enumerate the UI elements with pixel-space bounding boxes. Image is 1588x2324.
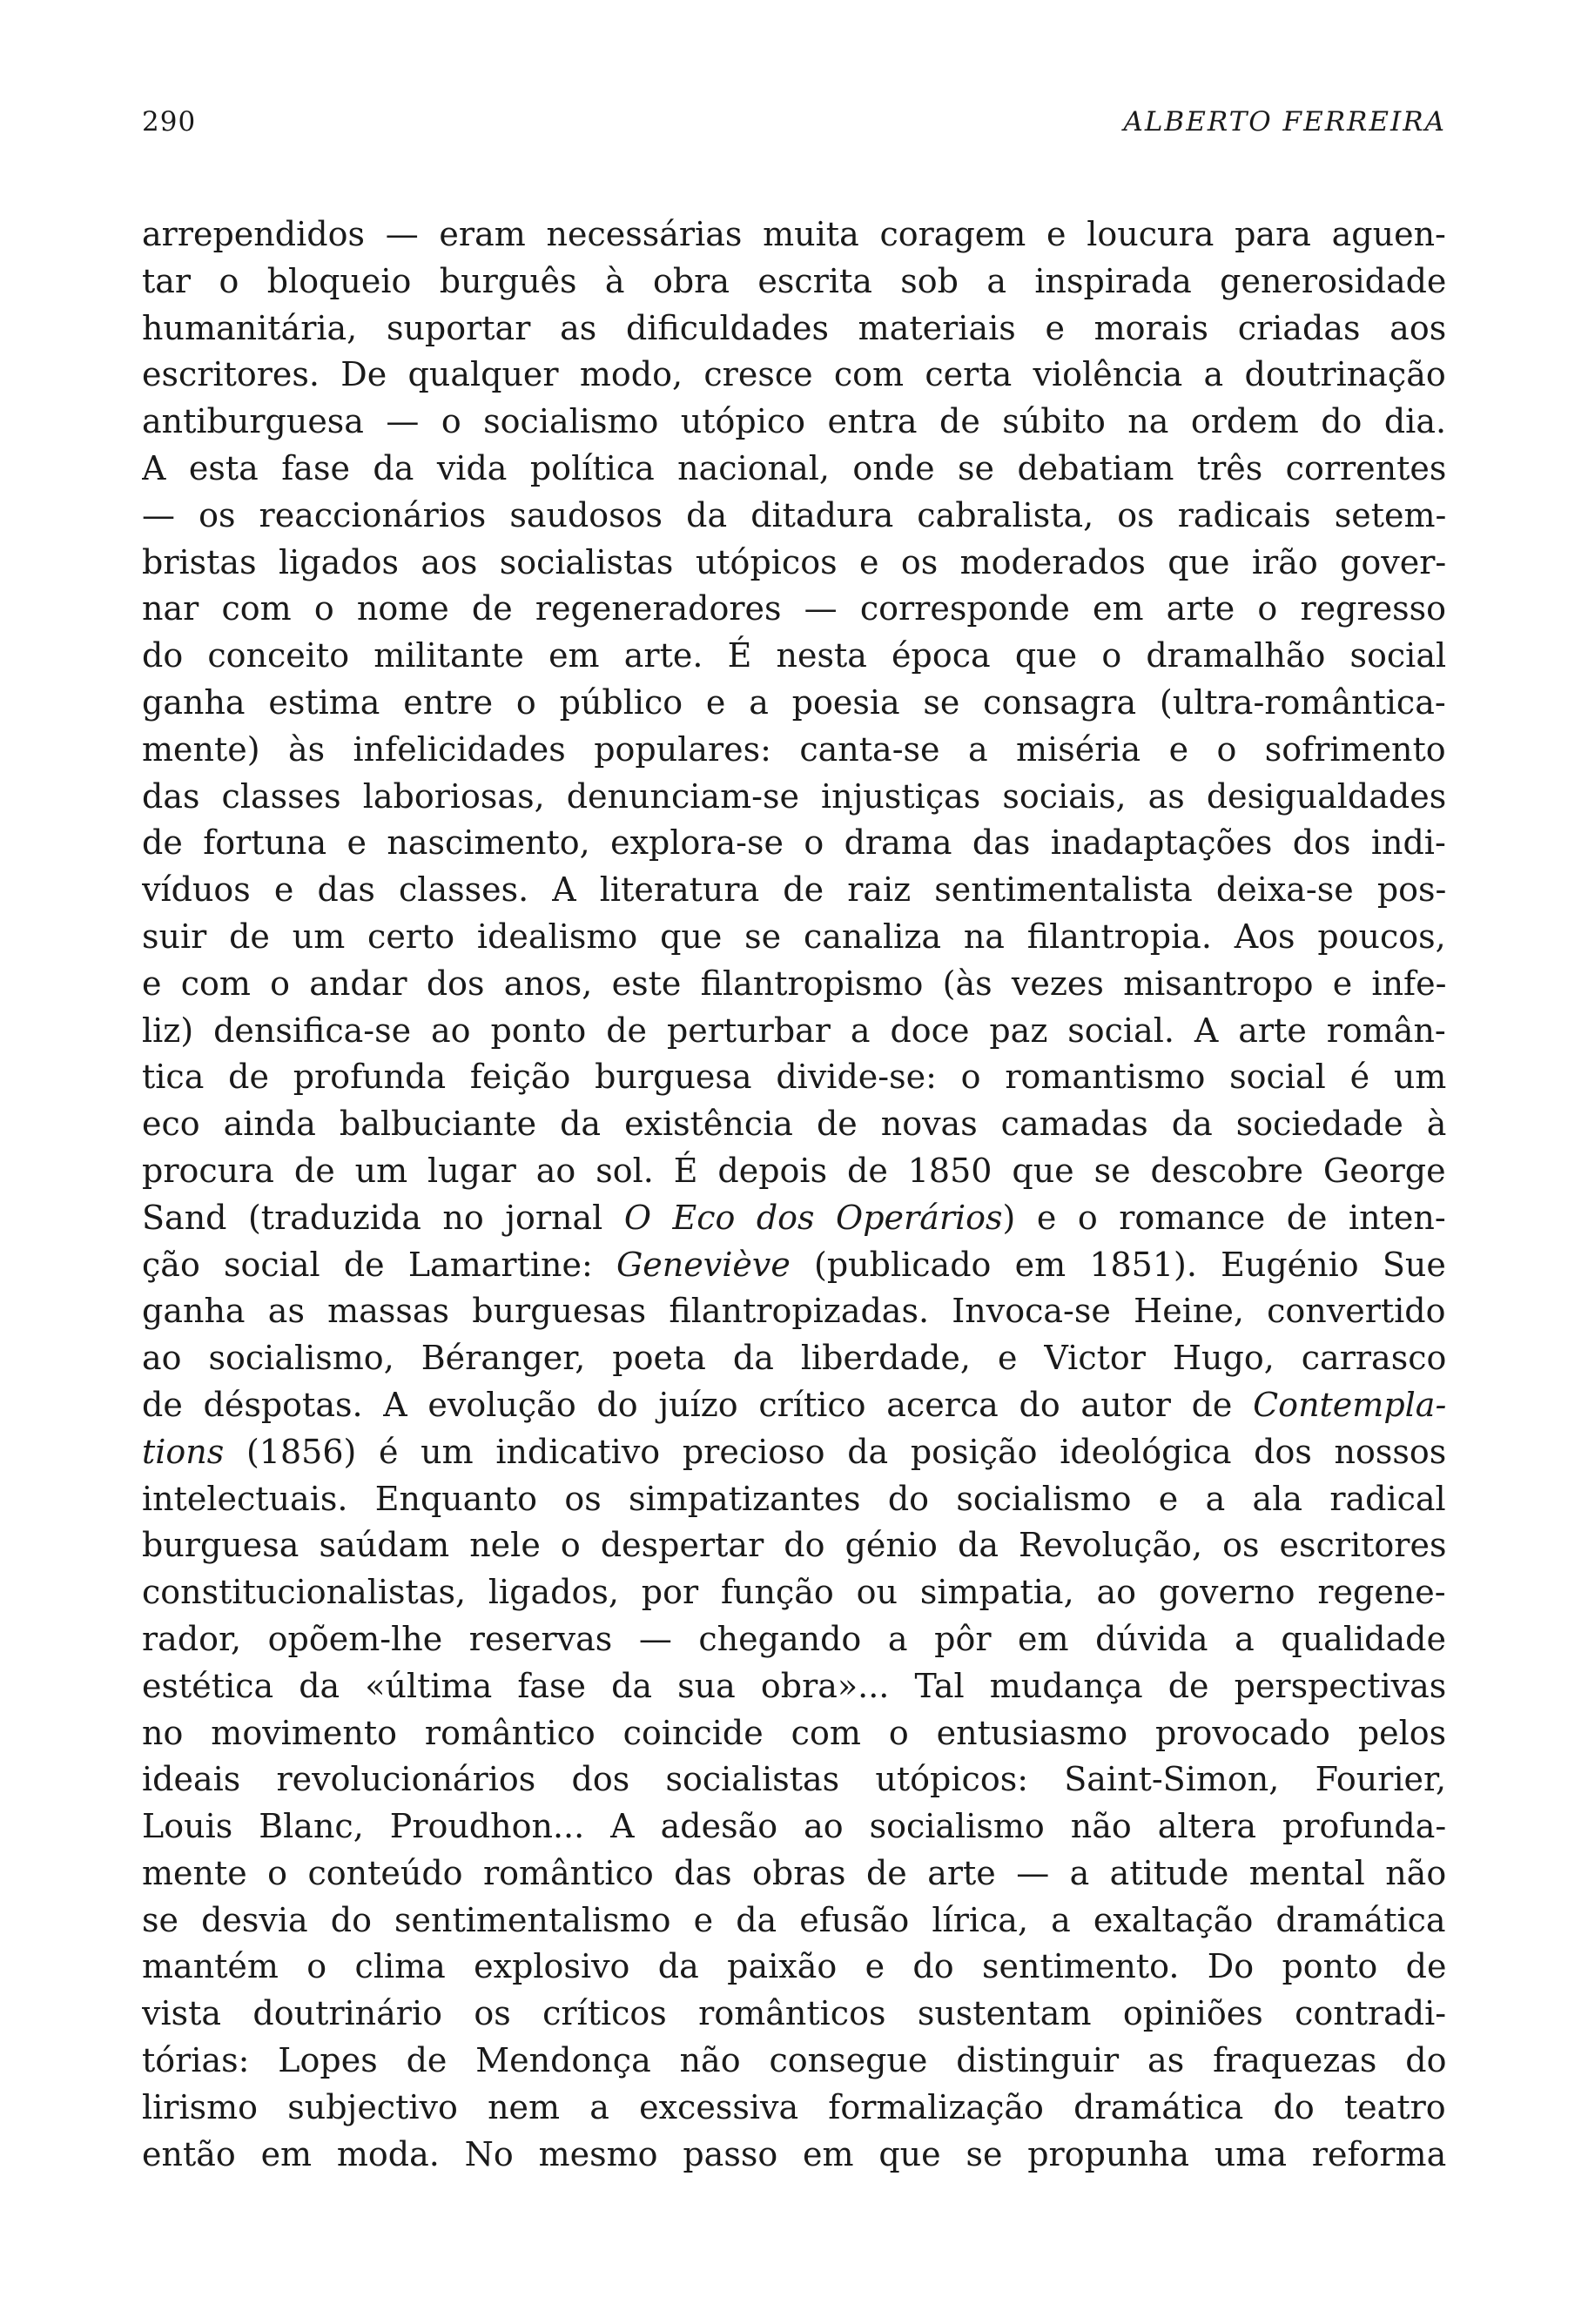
text-line: ao socialismo, Béranger, poeta da liberdade, e Victor Hugo, carrasco	[142, 1339, 1446, 1378]
text-line: mente o conteúdo romântico das obras de arte — a atitude mental não	[142, 1853, 1446, 1892]
text-line: A esta fase da vida política nacional, onde se debatiam três correntes	[142, 448, 1446, 487]
text-line: liz) densifica-se ao ponto de perturbar a doce paz social. A arte român-	[142, 1011, 1446, 1050]
italic-title: tions	[142, 1432, 225, 1471]
text-line: víduos e das classes. A literatura de raiz sentimentalista deixa-se pos-	[142, 870, 1446, 910]
text-line: — os reaccionários saudosos da ditadura cabralista, os radicais setem-	[142, 495, 1446, 534]
text-line: tica de profunda feição burguesa divide-se: o romantismo social é um	[142, 1058, 1446, 1097]
text-line: escritores. De qualquer modo, cresce com certa violência a doutrinação	[142, 355, 1446, 394]
text-segment: Sand (traduzida no jornal	[142, 1198, 624, 1237]
body-text	[142, 212, 1446, 2178]
text-segment: ) e o romance de inten-	[1002, 1198, 1446, 1237]
text-line: ideais revolucionários dos socialistas utópicos: Saint-Simon, Fourier,	[142, 1760, 1446, 1799]
text-line: humanitária, suportar as dificuldades materiais e morais criadas aos	[142, 308, 1446, 347]
text-line: rador, opõem-lhe reservas — chegando a pôr em dúvida a qualidade	[142, 1619, 1446, 1658]
text-segment: (1856) é um indicativo precioso da posição ideológica dos nossos	[224, 1432, 1446, 1471]
text-line: de fortuna e nascimento, explora-se o drama das inadaptações dos indi-	[142, 823, 1446, 863]
text-line: das classes laboriosas, denunciam-se injustiças sociais, as desigualdades	[142, 776, 1446, 816]
text-line: nar com o nome de regeneradores — corresponde em arte o regresso	[142, 589, 1446, 628]
text-line: do conceito militante em arte. É nesta época que o dramalhão social	[142, 636, 1446, 675]
text-line: ganha as massas burguesas filantropizadas. Invoca-se Heine, convertido	[142, 1292, 1446, 1331]
italic-title: Contempla-	[1253, 1385, 1446, 1424]
running-head: ALBERTO FERREIRA	[1123, 106, 1446, 138]
text-line: estética da «última fase da sua obra»... Tal mudança de perspectivas	[142, 1666, 1446, 1705]
text-line	[142, 1195, 1446, 1242]
text-line: procura de um lugar ao sol. É depois de 1850 que se descobre George	[142, 1151, 1446, 1190]
text-line: e com o andar dos anos, este filantropismo (às vezes misantropo e infe-	[142, 964, 1446, 1003]
text-line: mente) às infelicidades populares: canta-se a miséria e o sofrimento	[142, 729, 1446, 769]
text-line	[142, 1242, 1446, 1289]
page-header	[142, 106, 1446, 150]
text-line: tórias: Lopes de Mendonça não consegue distinguir as fraquezas do	[142, 2041, 1446, 2080]
text-line: então em moda. No mesmo passo em que se propunha uma reforma	[142, 2134, 1446, 2173]
text-line: vista doutrinário os críticos românticos sustentam opiniões contradi-	[142, 1994, 1446, 2033]
text-line: constitucionalistas, ligados, por função ou simpatia, ao governo regene-	[142, 1573, 1446, 1612]
text-line: lirismo subjectivo nem a excessiva formalização dramática do teatro	[142, 2087, 1446, 2126]
text-line: suir de um certo idealismo que se canaliza na filantropia. Aos poucos,	[142, 917, 1446, 956]
text-segment: ção social de Lamartine:	[142, 1245, 616, 1284]
text-line: arrependidos — eram necessárias muita coragem e loucura para aguen-	[142, 215, 1446, 253]
text-segment: de déspotas. A evolução do juízo crítico acerca do autor de	[142, 1385, 1254, 1424]
text-line: tar o bloqueio burguês à obra escrita sob a inspirada generosidade	[142, 261, 1446, 300]
text-line: se desvia do sentimentalismo e da efusão lírica, a exaltação dramática	[142, 1900, 1446, 1939]
text-line: burguesa saúdam nele o despertar do génio da Revolução, os escritores	[142, 1526, 1446, 1565]
text-line: intelectuais. Enquanto os simpatizantes do socialismo e a ala radical	[142, 1479, 1446, 1518]
italic-title: O Eco dos Operários	[623, 1198, 1003, 1237]
text-segment: (publicado em 1851). Eugénio Sue	[790, 1245, 1446, 1284]
text-line: antiburguesa — o socialismo utópico entra de súbito na ordem do dia.	[142, 402, 1446, 441]
text-line: Louis Blanc, Proudhon... A adesão ao socialismo não altera profunda-	[142, 1807, 1446, 1846]
text-line: eco ainda balbuciante da existência de novas camadas da sociedade à	[142, 1105, 1446, 1144]
italic-title: Geneviève	[616, 1245, 791, 1284]
text-line	[142, 1429, 1446, 1476]
text-line	[142, 1382, 1446, 1429]
text-line: ganha estima entre o público e a poesia se consagra (ultra-romântica-	[142, 682, 1446, 722]
text-line: bristas ligados aos socialistas utópicos e os moderados que irão gover-	[142, 542, 1446, 581]
text-line: no movimento romântico coincide com o entusiasmo provocado pelos	[142, 1713, 1446, 1752]
text-line: mantém o clima explosivo da paixão e do sentimento. Do ponto de	[142, 1947, 1446, 1986]
page-number: 290	[142, 106, 197, 138]
